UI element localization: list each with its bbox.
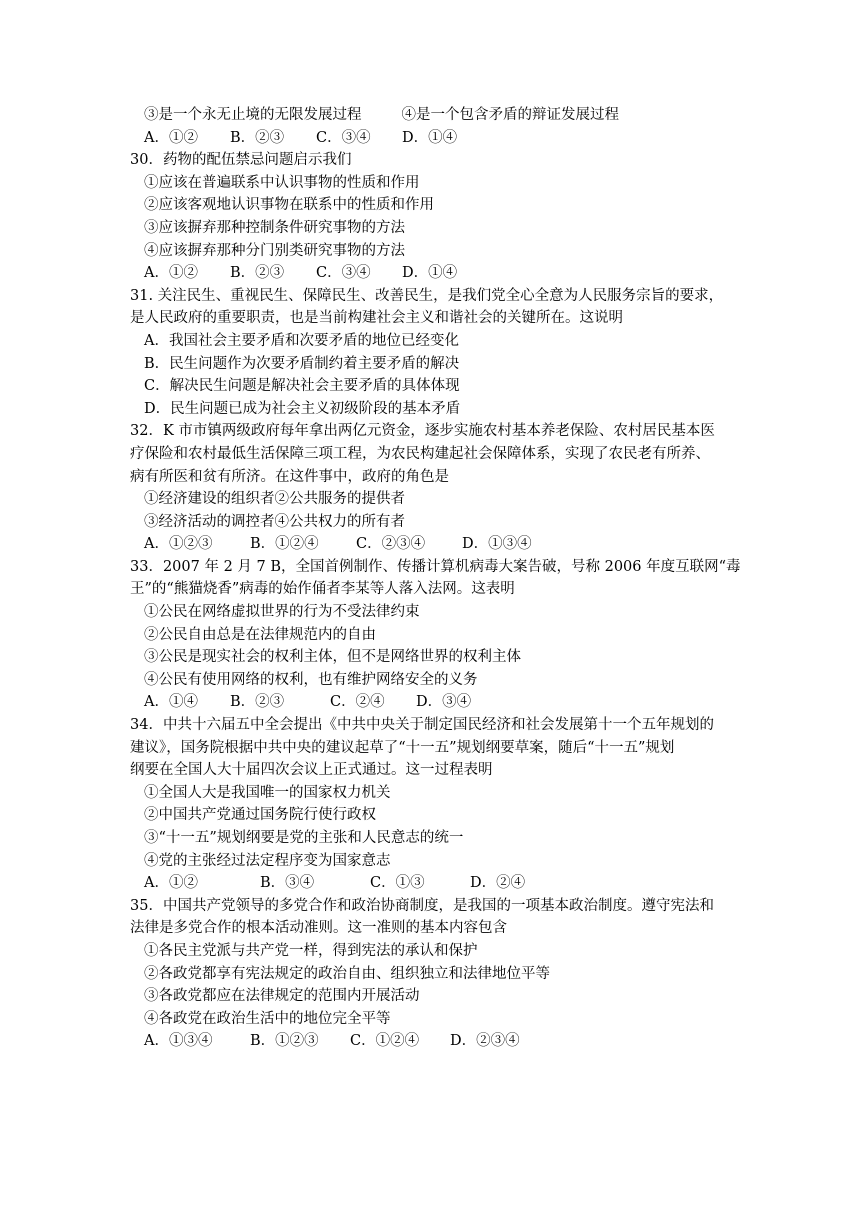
q35-choices — [130, 1030, 750, 1053]
q30-stem: 30．药物的配伍禁忌问题启示我们 — [130, 152, 352, 169]
q29-item-4: ④是一个包含矛盾的辩证发展过程 — [401, 107, 619, 123]
q29-item-3: ③是一个永无止境的无限发展过程 — [144, 107, 362, 123]
q33-choice-d: D．③④ — [416, 694, 472, 711]
q34-choice-d: D．②④ — [470, 875, 526, 892]
q33-item: ①公民在网络虚拟世界的行为不受法律约束 — [144, 604, 420, 621]
q31-stem-line: 是人民政府的重要职责，也是当前构建社会主义和谐社会的关键所在。这说明 — [130, 310, 623, 327]
q30-item: ②应该客观地认识事物在联系中的性质和作用 — [144, 197, 434, 214]
q32-choice-d: D．①③④ — [462, 536, 532, 553]
q31-option-c: C．解决民生问题是解决社会主要矛盾的具体体现 — [144, 378, 460, 395]
q33-item: ④公民有使用网络的权利，也有维护网络安全的义务 — [144, 671, 478, 688]
q30-choice-b: B．②③ — [230, 265, 285, 282]
q35-item: ③各政党都应在法律规定的范围内开展活动 — [144, 988, 420, 1005]
q31-stem-line: 31. 关注民生、重视民生、保障民生、改善民生，是我们党全心全意为人民服务宗旨的要求， — [130, 287, 724, 304]
q29-choice-d: D．①④ — [402, 129, 458, 146]
q33-choice-b: B．②③ — [230, 694, 285, 711]
q32-stem-line: 32．K 市市镇两级政府每年拿出两亿元资金，逐步实施农村基本养老保险、农村居民基本医 — [130, 423, 715, 440]
q34-item: ③“十一五”规划纲要是党的主张和人民意志的统一 — [144, 830, 464, 846]
q31-option-b: B．民生问题作为次要矛盾制约着主要矛盾的解决 — [144, 355, 460, 372]
q29-choice-b: B．②③ — [230, 129, 285, 146]
q31-option-d: D．民生问题已成为社会主义初级阶段的基本矛盾 — [144, 400, 461, 417]
q32-stem-line: 病有所医和贫有所济。在这件事中，政府的角色是 — [130, 468, 449, 485]
q35-stem-line: 35．中国共产党领导的多党合作和政治协商制度，是我国的一项基本政治制度。遵守宪法和 — [130, 897, 714, 914]
q34-item: ①全国人大是我国唯一的国家权力机关 — [144, 784, 391, 801]
q30-choice-d: D．①④ — [402, 265, 458, 282]
q32-choice-a: A．①②③ — [144, 536, 213, 553]
q35-choice-c: C．①②④ — [350, 1033, 420, 1050]
q33-choice-c: C．②④ — [330, 694, 385, 711]
q34-stem-line: 建议》，国务院根据中共中央的建议起草了“十一五”规划纲要草案，随后“十一五”规划 — [130, 739, 675, 756]
q31-option-a: A．我国社会主要矛盾和次要矛盾的地位已经变化 — [144, 332, 459, 349]
q33-choice-a: A．①④ — [144, 694, 198, 711]
q32-item: ①经济建设的组织者②公共服务的提供者 — [144, 491, 405, 508]
q34-choice-b: B．③④ — [260, 875, 315, 892]
q35-item: ①各民主党派与共产党一样，得到宪法的承认和保护 — [144, 942, 478, 959]
q29-choice-c: C．③④ — [316, 129, 371, 146]
q29-choices — [130, 127, 750, 150]
q30-item: ③应该摒弃那种控制条件研究事物的方法 — [144, 219, 405, 236]
q30-choices — [130, 262, 750, 285]
q32-choice-c: C．②③④ — [356, 536, 426, 553]
q34-stem-line: 纲要在全国人大十届四次会议上正式通过。这一过程表明 — [130, 762, 493, 779]
q33-choices — [130, 691, 750, 714]
q33-item: ②公民自由总是在法律规范内的自由 — [144, 626, 376, 643]
q32-stem-line: 疗保险和农村最低生活保障三项工程，为农民构建起社会保障体系，实现了农民老有所养、 — [130, 445, 710, 462]
q35-item: ④各政党在政治生活中的地位完全平等 — [144, 1010, 391, 1027]
q30-item: ④应该摒弃那种分门别类研究事物的方法 — [144, 242, 405, 259]
q35-item: ②各政党都享有宪法规定的政治自由、组织独立和法律地位平等 — [144, 965, 550, 982]
q34-item: ②中国共产党通过国务院行使行政权 — [144, 807, 376, 824]
q32-item: ③经济活动的调控者④公共权力的所有者 — [144, 513, 405, 530]
q30-item: ①应该在普遍联系中认识事物的性质和作用 — [144, 174, 420, 191]
q34-stem-line: 34．中共十六届五中全会提出《中共中央关于制定国民经济和社会发展第十一个五年规划的 — [130, 717, 714, 734]
q33-item: ③公民是现实社会的权利主体，但不是网络世界的权利主体 — [144, 649, 521, 666]
q29-choice-a: A．①② — [144, 129, 198, 146]
page-content — [130, 104, 750, 1053]
q35-choice-a: A．①③④ — [144, 1033, 213, 1050]
q35-choice-d: D．②③④ — [450, 1033, 520, 1050]
q34-choice-c: C．①③ — [370, 875, 425, 892]
q32-choices — [130, 533, 750, 556]
q34-choices — [130, 872, 750, 895]
q35-choice-b: B．①②③ — [250, 1033, 319, 1050]
q34-item: ④党的主张经过法定程序变为国家意志 — [144, 852, 391, 869]
q33-stem-line: 33．2007 年 2 月 7 B，全国首例制作、传播计算机病毒大案告破，号称 2006 年度互联网“毒 — [130, 558, 741, 575]
q35-stem-line: 法律是多党合作的根本活动准则。这一准则的基本内容包含 — [130, 920, 507, 937]
q34-choice-a: A．①② — [144, 875, 198, 892]
q33-stem-line: 王”的“熊猫烧香”病毒的始作俑者李某等人落入法网。这表明 — [130, 581, 515, 598]
q30-choice-a: A．①② — [144, 265, 198, 282]
q32-choice-b: B．①②④ — [250, 536, 319, 553]
q30-choice-c: C．③④ — [316, 265, 371, 282]
q29-items-row — [130, 104, 750, 127]
